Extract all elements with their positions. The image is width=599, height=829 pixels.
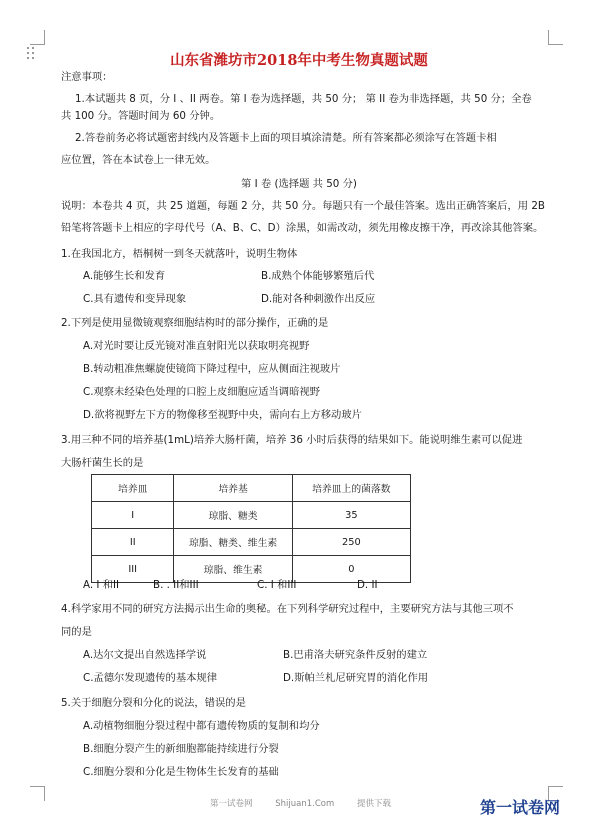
question-5-option-b: B.细胞分裂产生的新细胞都能持续进行分裂 (83, 743, 279, 755)
question-5-option-c: C.细胞分裂和分化是生物体生长发育的基础 (83, 766, 279, 778)
table-cell: 琼脂、维生素 (174, 556, 292, 583)
table-row (92, 529, 411, 556)
notice-line: 2.答卷前务必将试题密封线内及答题卡上面的项目填涂清楚。所有答案都必须涂写在答题卡相 (75, 132, 497, 144)
table-cell: 250 (292, 529, 410, 556)
table-header-cell: 培养基 (174, 475, 292, 502)
question-2-option-d: D.欲将视野左下方的物像移至视野中央，需向右上方移动玻片 (83, 409, 362, 421)
table-cell: II (92, 529, 174, 556)
notice-line: 应位置，答在本试卷上一律无效。 (61, 154, 216, 166)
question-3-stem: 3.用三种不同的培养基(1mL)培养大肠杆菌，培养 36 小时后获得的结果如下。能说明维生素可以促进 (61, 434, 523, 446)
crop-mark-bottom-left (30, 786, 45, 801)
section-title: 第 I 卷 (选择题 共 50 分) (241, 178, 357, 190)
footer-domain: Shijuan1.Com (275, 799, 335, 809)
culture-results-table (91, 474, 411, 583)
question-3-option-c: C. I 和III (257, 579, 297, 591)
table-header-cell: 培养皿上的菌落数 (292, 475, 410, 502)
footer-provider: 提供下载 (356, 799, 391, 809)
table-cell: III (92, 556, 174, 583)
question-1-option-c: C.具有遗传和变异现象 (83, 293, 187, 305)
instructions-line: 说明：本卷共 4 页，共 25 道题，每题 2 分，共 50 分。每题只有一个最佳答案。选出正确答案后，用 2B (61, 200, 545, 212)
question-1-option-a: A.能够生长和发育 (83, 270, 166, 282)
crop-mark-top-right (548, 30, 563, 45)
table-header-cell: 培养皿 (92, 475, 174, 502)
table-cell: 琼脂、糖类 (174, 502, 292, 529)
question-4-option-c: C.孟德尔发现遗传的基本规律 (83, 672, 218, 684)
notice-line: 共 100 分。答题时间为 60 分钟。 (61, 110, 221, 122)
brand-logo: 第一试卷网 (480, 798, 561, 817)
instructions-line: 铅笔将答题卡上相应的字母代号（A、B、C、D）涂黑，如需改动，须先用橡皮擦干净，再改涂其他答案。 (61, 222, 544, 234)
notice-heading: 注意事项： (61, 71, 113, 83)
question-2-option-c: C.观察未经染色处理的口腔上皮细胞应适当调暗视野 (83, 386, 320, 398)
table-row (92, 502, 411, 529)
question-2-option-a: A.对光时要让反光镜对准直射阳光以获取明亮视野 (83, 340, 310, 352)
question-3-option-a: A. I 和II (83, 579, 120, 591)
table-header-row (92, 475, 411, 502)
question-2-stem: 2.下列是使用显微镜观察细胞结构时的部分操作，正确的是 (61, 317, 329, 329)
question-4-option-a: A.达尔文提出自然选择学说 (83, 649, 207, 661)
crop-mark-top-left (30, 30, 45, 45)
table-cell: I (92, 502, 174, 529)
question-5-option-a: A.动植物细胞分裂过程中都有遗传物质的复制和均分 (83, 720, 320, 732)
footer-site: 第一试卷网 (210, 799, 253, 809)
question-3-option-b: B. . II和III (153, 579, 199, 591)
page-title: 山东省潍坊市2018年中考生物真题试题 (170, 52, 428, 69)
question-4-option-b: B.巴甫洛夫研究条件反射的建立 (283, 649, 428, 661)
table-cell: 35 (292, 502, 410, 529)
question-1-stem: 1.在我国北方，梧桐树一到冬天就落叶，说明生物体 (61, 248, 298, 260)
page-footer (210, 797, 411, 809)
question-4-stem: 同的是 (61, 626, 92, 638)
question-2-option-b: B.转动粗准焦螺旋使镜筒下降过程中，应从侧面注视玻片 (83, 363, 341, 375)
table-cell: 0 (292, 556, 410, 583)
notice-line: 1.本试题共 8 页，分 I 、II 两卷。第 I 卷为选择题，共 50 分； 第 II 卷为非选择题，共 50 分；全卷 (75, 93, 532, 105)
question-3-stem: 大肠杆菌生长的是 (61, 457, 144, 469)
question-3-option-d: D. II (357, 579, 378, 591)
question-4-option-d: D.斯帕兰札尼研究胃的消化作用 (283, 672, 429, 684)
question-1-option-d: D.能对各种刺激作出反应 (261, 293, 376, 305)
question-4-stem: 4.科学家用不同的研究方法揭示出生命的奥秘。在下列科学研究过程中，主要研究方法与其他三项不 (61, 603, 514, 615)
question-5-stem: 5.关于细胞分裂和分化的说法，错误的是 (61, 697, 246, 709)
question-1-option-b: B.成熟个体能够繁殖后代 (261, 270, 375, 282)
table-cell: 琼脂、糖类、维生素 (174, 529, 292, 556)
drag-handle-icon[interactable] (27, 47, 36, 61)
